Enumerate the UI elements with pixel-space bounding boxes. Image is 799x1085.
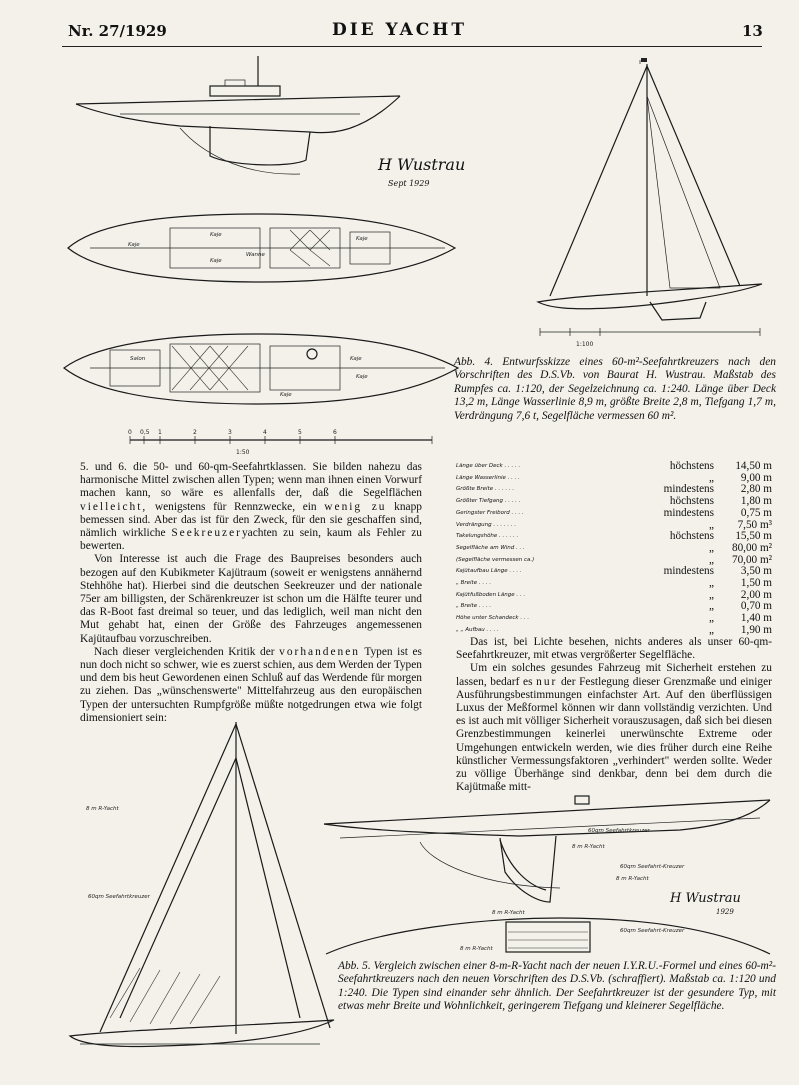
- scale-tick-label: 5: [298, 429, 302, 436]
- scale-label: 1:50: [236, 449, 250, 456]
- scale-tick-label: 0: [128, 429, 132, 436]
- dimension-label: Länge Wasserlinie . . . .: [456, 474, 520, 481]
- hull-signature-date: Sept 1929: [388, 179, 430, 188]
- comparison-label: 60qm Seefahrt-Kreuzer: [620, 864, 685, 870]
- paragraph: Von Interesse ist auch die Frage des Baupreises besonders auch bezogen auf den Kubikmeter Kajütraum (soweit er wenigstens annähernd Stehhöhe hat). Hierbei sind die deutschen Seekreuzer und der nationale 75er am billigsten, der Schärenkreuzer ist schon um die Hälfte teurer und das R-Boot fast dreimal so teuer, und das lediglich, weil man nicht den Mut gehabt hat, einen der Größe des Fahrzeuges angemessenen Kajütaufbau vorzuschreiben.: [80, 553, 422, 645]
- dimension-row: [456, 520, 772, 532]
- dimension-qualifier: höchstens: [669, 460, 714, 472]
- comparison-label: 8 m R-Yacht: [460, 946, 493, 952]
- dimension-row: [456, 508, 772, 520]
- dimension-value: 15,50 m: [735, 530, 772, 543]
- dimension-value: 3,50 m: [740, 565, 772, 578]
- dimension-row: [456, 484, 772, 496]
- page-number: 13: [742, 22, 763, 40]
- dimension-value: 1,50 m: [740, 577, 772, 590]
- sail-plan-drawing: [530, 56, 770, 356]
- comparison-label: 8 m R-Yacht: [572, 844, 605, 850]
- dimension-qualifier: „: [709, 471, 714, 484]
- dimension-label: Verdrängung . . . . . . .: [456, 521, 517, 528]
- scale-tick-label: 2: [193, 429, 197, 436]
- dimension-label: (Segelfläche vermessen ca.): [456, 556, 535, 563]
- comparison-label: 8 m R-Yacht: [492, 910, 525, 916]
- dimension-row: [456, 578, 772, 590]
- dimension-value: 1,90 m: [740, 623, 772, 636]
- sail-label: 60qm Seefahrtkreuzer: [88, 894, 150, 900]
- dimension-row: [456, 613, 772, 625]
- dimension-row: [456, 543, 772, 555]
- dimension-row: [456, 625, 772, 637]
- dimension-row: [456, 590, 772, 602]
- dimension-row: [456, 496, 772, 508]
- dimension-label: Länge über Deck . . . . .: [456, 463, 521, 469]
- dimension-qualifier: „: [709, 541, 714, 554]
- plan-label: Wanne: [246, 252, 265, 258]
- dimension-row: [456, 601, 772, 613]
- dimension-value: 80,00 m²: [731, 541, 772, 554]
- plan-label: Salon: [130, 356, 146, 362]
- dimension-value: 70,00 m²: [731, 553, 772, 566]
- dimension-value: 7,50 m³: [737, 518, 772, 531]
- dimension-qualifier: mindestens: [663, 506, 714, 519]
- dimension-label: „ Breite . . . .: [456, 603, 492, 610]
- dimension-qualifier: höchstens: [669, 530, 714, 543]
- hull-profile-drawing: [60, 56, 466, 196]
- scale-tick-label: 1: [158, 429, 162, 436]
- dimension-value: 2,80 m: [740, 483, 772, 496]
- header-rule: [62, 46, 762, 47]
- dimension-label: „ Breite . . . .: [456, 580, 492, 587]
- dimension-row: [456, 461, 772, 473]
- caption-figure-4: Abb. 4. Entwurfsskizze eines 60-m²-Seefahrtkreuzers nach den Vorschriften des D.S.Vb. von Baurat H. Wustrau. Maßstab des Rumpfes ca. 1:120, der Segelzeichnung ca. 1:240. Länge über Deck 13,2 m, Länge Wasserlinie 8,9 m, größte Breite 2,8 m, Tiefgang 1,7 m, Verdrängung 7,6 t, Segelfläche vermessen 60 m².: [454, 356, 776, 422]
- dimension-label: Kajütaufbau Länge . . . .: [456, 568, 522, 575]
- plan-label: Kaje: [356, 236, 368, 242]
- dimension-qualifier: „: [709, 553, 714, 566]
- dimension-value: 2,00 m: [740, 588, 772, 601]
- paragraph: Um ein solches gesundes Fahrzeug mit Sicherheit erstehen zu lassen, bedarf es nur der Festlegung dieser Grenzmaße und einiger Ausführungsbestimmungen einfachster Art. Auf den überflüssigen Luxus der Meßformel können wir dann vollständig verzichten. Und es ist auch mit völliger Sicherheit vorauszusagen, daß sich bei diesen Grenzbestimmungen keinerlei unerwünschte Extreme oder Umgehungen entwickeln werden, wie dies früher durch eine Reihe künstlicher Vermessungsfaktoren „verhindert" werden sollte. Weder zu völlige Überhänge sind denkbar, denn bei dem durch die Kajütmaße mitt-: [456, 662, 772, 794]
- scale-tick-label: 6: [333, 429, 337, 436]
- dimension-qualifier: „: [709, 623, 714, 636]
- dimension-qualifier: höchstens: [669, 495, 714, 508]
- paragraph: 5. und 6. die 50- und 60-qm-Seefahrtklassen. Sie bilden nahezu das harmonische Mittel zwischen allen Typen; wenn man ihnen einen Vorwurf machen kann, so wäre es allenfalls der, daß die Segelflächen vielleicht, wenigstens für Rennzwecke, ein wenig zu knapp bemessen sind. Aber das ist für den Zweck, für den sie geschaffen sind, nämlich wirkliche Seekreuzeryachten zu sein, kaum als Fehler zu bewerten.: [80, 461, 422, 553]
- caption-figure-5: Abb. 5. Vergleich zwischen einer 8-m-R-Yacht nach der neuen I.Y.R.U.-Formel und eines 60-m²-Seefahrtkreuzers nach den neuen Vorschriften des D.S.Vb. (schraffiert). Maßstab ca. 1:120 und 1:240. Die Typen sind einander sehr ähnlich. Der Seefahrtkreuzer ist der gesundere Typ, mit etwas mehr Breite und Wohnlichkeit, geringerem Tiefgang und kleinerer Segelfläche.: [338, 960, 776, 1013]
- dimension-label: Größter Tiefgang . . . . .: [456, 498, 521, 505]
- compare-signature: H Wustrau: [670, 891, 741, 906]
- dimension-table: [456, 461, 772, 637]
- dimension-label: Größte Breite . . . . . .: [456, 486, 515, 493]
- dimension-value: 14,50 m: [735, 460, 772, 472]
- comparison-label: 60qm Seefahrtkreuzer: [588, 828, 650, 834]
- deck-plan-drawings: [60, 200, 460, 465]
- dimension-label: Segelfläche am Wind . . .: [456, 544, 525, 551]
- scale-tick-label: 4: [263, 429, 267, 436]
- dimension-label: Takelungshöhe . . . . . .: [456, 533, 519, 540]
- plan-label: Kaje: [350, 356, 362, 362]
- left-text-column: [80, 461, 422, 725]
- scale-tick-label: 0,5: [140, 429, 150, 436]
- hull-signature: H Wustrau: [378, 155, 466, 174]
- dimension-label: Geringster Freibord . . . .: [456, 509, 524, 516]
- journal-title: DIE YACHT: [331, 20, 468, 40]
- paragraph: Nach dieser vergleichenden Kritik der vorhandenen Typen ist es nun doch nicht so schwer, wie es zuerst schien, aus dem Werden der Typen und dem bis heut Gewordenen einen Schluß auf das Werdende für morgen zu ziehen. Das „wünschenswerte" Mittelfahrzeug aus den europäischen Typen der untersuchten Rumpfgröße müßte notgedrungen etwa wie folgt dimensioniert sein:: [80, 645, 422, 724]
- plan-label: Kaje: [210, 258, 222, 264]
- sail-label: 8 m R-Yacht: [86, 806, 119, 812]
- dimension-value: 0,70 m: [740, 600, 772, 613]
- compare-signature-year: 1929: [716, 908, 734, 916]
- dimension-row: [456, 555, 772, 567]
- comparison-label: 60qm Seefahrt-Kreuzer: [620, 928, 685, 934]
- plan-label: Kaje: [210, 232, 222, 238]
- plan-label: Kaje: [356, 374, 368, 380]
- dimension-value: 9,00 m: [740, 471, 772, 484]
- dimension-qualifier: „: [709, 612, 714, 625]
- dimension-row: [456, 566, 772, 578]
- comparison-label: 8 m R-Yacht: [616, 876, 649, 882]
- issue-number: Nr. 27/1929: [68, 22, 167, 40]
- dimension-qualifier: mindestens: [663, 565, 714, 578]
- dimension-value: 1,80 m: [740, 495, 772, 508]
- dimension-qualifier: „: [709, 518, 714, 531]
- dimension-qualifier: „: [709, 577, 714, 590]
- dimension-label: Höhe unter Schandeck . . .: [456, 615, 530, 622]
- dimension-qualifier: mindestens: [663, 483, 714, 496]
- dimension-qualifier: „: [709, 588, 714, 601]
- right-text-column: [456, 636, 772, 794]
- plan-label: Kaje: [128, 242, 140, 248]
- scale-tick-label: 3: [228, 429, 232, 436]
- dimension-label: Kajütfußboden Länge . . .: [456, 591, 526, 598]
- paragraph: Das ist, bei Lichte besehen, nichts anderes als unser 60-qm-Seefahrtkreuzer, mit etwas vergrößerter Segelfläche.: [456, 636, 772, 662]
- dimension-row: [456, 531, 772, 543]
- sail-scale-label: 1:100: [576, 341, 594, 348]
- dimension-qualifier: „: [709, 600, 714, 613]
- dimension-row: [456, 473, 772, 485]
- sail-comparison-drawing: [40, 718, 340, 1058]
- dimension-value: 1,40 m: [740, 612, 772, 625]
- hull-comparison-drawing: [320, 790, 780, 960]
- plan-label: Kaje: [280, 392, 292, 398]
- dimension-label: „ „ Aufbau . . . .: [456, 626, 499, 633]
- dimension-value: 0,75 m: [740, 506, 772, 519]
